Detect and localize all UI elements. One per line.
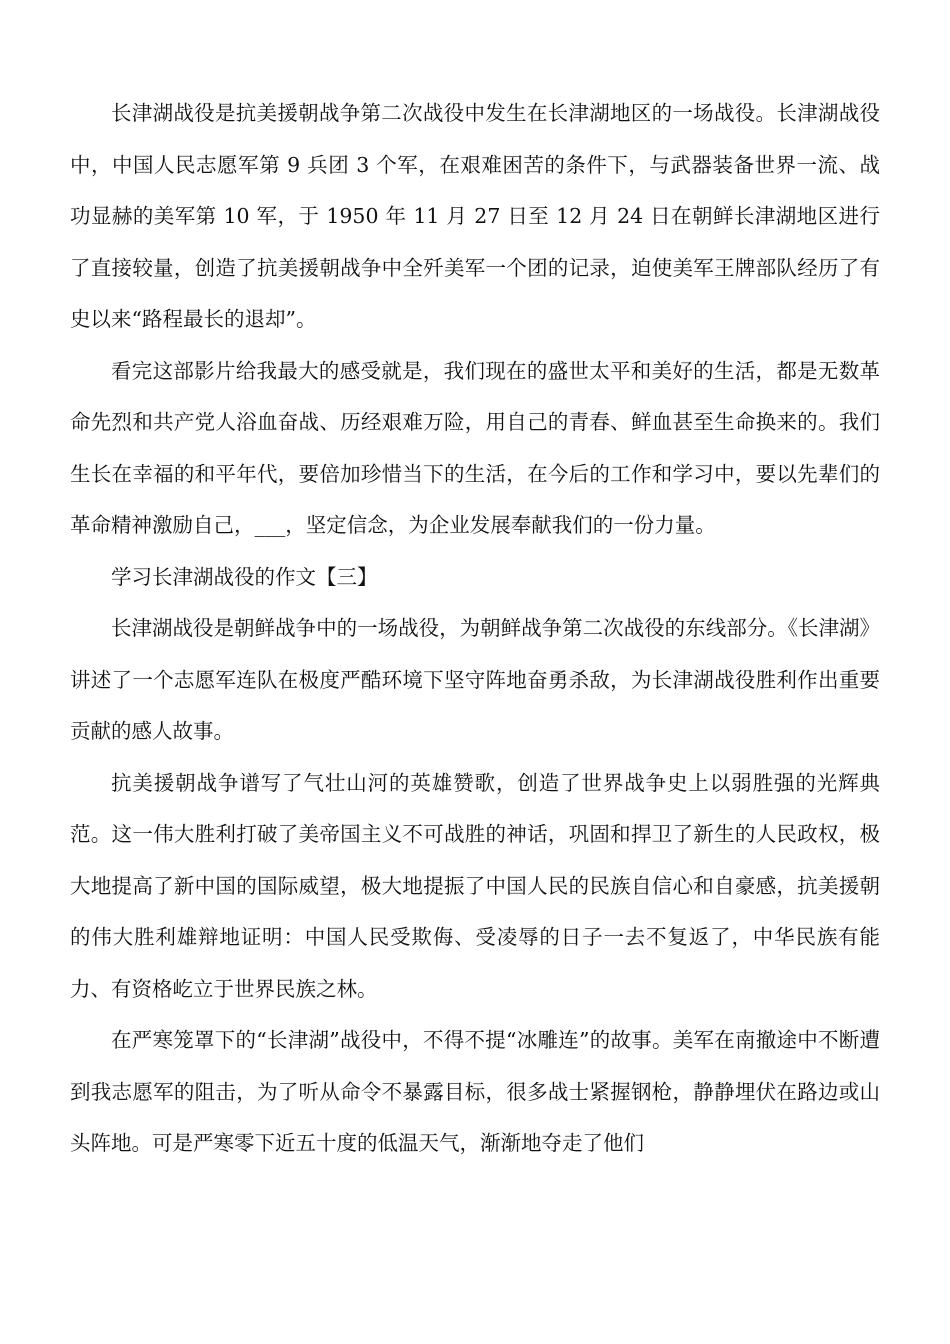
paragraph-ice-sculpture-company: 在严寒笼罩下的“长津湖”战役中，不得不提“冰雕连”的故事。美军在南撤途中不断遭到我志愿军的阻击，为了听从命令不暴露目标，很多战士紧握钢枪，静静埋伏在路边或山头阵地。可是严寒零下近五十度的低温天气，渐渐地夺走了他们 — [70, 1028, 880, 1155]
paragraph-battle-overview: 长津湖战役是朝鲜战争中的一场战役，为朝鲜战争第二次战役的东线部分。《长津湖》讲述了一个志愿军连队在极度严酷环境下坚守阵地奋勇杀敌，为长津湖战役胜利作出重要贡献的感人故事。 — [70, 616, 880, 743]
paragraph-battle-intro: 长津湖战役是抗美援朝战争第二次战役中发生在长津湖地区的一场战役。长津湖战役中，中国人民志愿军第 9 兵团 3 个军，在艰难困苦的条件下，与武器装备世界一流、战功显赫的美军第 10 军，于 1950 年 11 月 27 日至 12 月 24 日在朝鲜长津湖地区进行了直接较量，创造了抗美援朝战争中全歼美军一个团的记录，迫使美军王牌部队经历了有史以来“路程最长的退却”。 — [70, 101, 880, 331]
paragraph-movie-reflection: 看完这部影片给我最大的感受就是，我们现在的盛世太平和美好的生活，都是无数革命先烈和共产党人浴血奋战、历经艰难万险，用自己的青春、鲜血甚至生命换来的。我们生长在幸福的和平年代，要倍加珍惜当下的生活，在今后的工作和学习中，要以先辈们的革命精神激励自己，___，坚定信念，为企业发展奉献我们的一份力量。 — [70, 358, 880, 537]
document-body — [70, 88, 880, 1170]
paragraph-war-significance: 抗美援朝战争谱写了气壮山河的英雄赞歌，创造了世界战争史上以弱胜强的光辉典范。这一伟大胜利打破了美帝国主义不可战胜的神话，巩固和捍卫了新生的人民政权，极大地提高了新中国的国际威望，极大地提振了中国人民的民族自信心和自豪感，抗美援朝的伟大胜利雄辩地证明：中国人民受欺侮、受凌辱的日子一去不复返了，中华民族有能力、有资格屹立于世界民族之林。 — [70, 770, 880, 1001]
section-heading: 学习长津湖战役的作文【三】 — [111, 564, 378, 589]
